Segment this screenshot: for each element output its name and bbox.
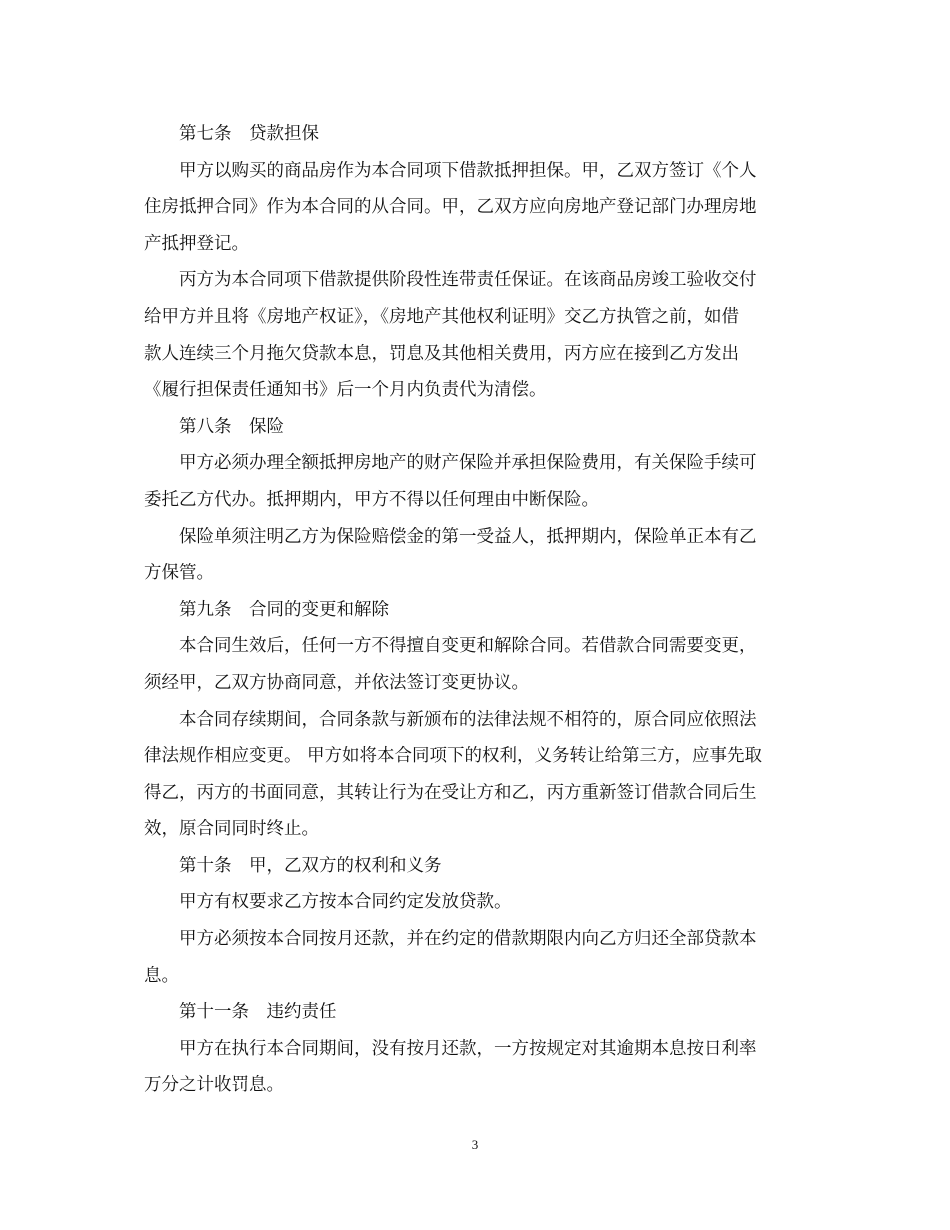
paragraph-line: 方保管。	[144, 563, 214, 584]
paragraph-line: 息。	[144, 965, 179, 986]
paragraph-line: 产抵押登记。	[144, 233, 249, 254]
page-number: 3	[471, 1137, 479, 1152]
paragraph-line: 得乙，丙方的书面同意，其转让行为在受让方和乙，丙方重新签订借款合同后生	[144, 782, 757, 803]
paragraph-line: 甲方以购买的商品房作为本合同项下借款抵押担保。甲，乙双方签订《个人	[179, 160, 757, 181]
paragraph-line: 《履行担保责任通知书》后一个月内负责代为清偿。	[144, 380, 547, 401]
paragraph-line: 甲方有权要求乙方按本合同约定发放贷款。	[179, 892, 512, 913]
paragraph-line: 委托乙方代办。抵押期内，甲方不得以任何理由中断保险。	[144, 489, 599, 510]
paragraph-line: 须经甲，乙双方协商同意，并依法签订变更协议。	[144, 672, 529, 693]
heading-article-7: 第七条 贷款担保	[179, 124, 319, 144]
paragraph-line: 保险单须注明乙方为保险赔偿金的第一受益人，抵押期内，保险单正本有乙	[179, 526, 757, 547]
heading-article-11: 第十一条 违约责任	[179, 1002, 337, 1023]
paragraph-line: 本合同存续期间，合同条款与新颁布的法律法规不相符的，原合同应依照法	[179, 709, 757, 730]
heading-article-9: 第九条 合同的变更和解除	[179, 599, 389, 620]
heading-article-10: 第十条 甲，乙双方的权利和义务	[179, 855, 442, 876]
heading-article-8: 第八条 保险	[179, 416, 284, 437]
paragraph-line: 给甲方并且将《房地产权证》，《房地产其他权利证明》交乙方执管之前，如借	[144, 306, 739, 327]
paragraph-line: 甲方必须按本合同按月还款，并在约定的借款期限内向乙方归还全部贷款本	[179, 929, 757, 950]
paragraph-line: 甲方在执行本合同期间，没有按月还款，一方按规定对其逾期本息按日利率	[179, 1038, 757, 1059]
document-body	[144, 116, 808, 1104]
paragraph-line: 丙方为本合同项下借款提供阶段性连带责任保证。在该商品房竣工验收交付	[179, 270, 757, 291]
paragraph-line: 效，原合同同时终止。	[144, 819, 319, 840]
paragraph-line: 万分之计收罚息。	[144, 1075, 284, 1096]
paragraph-line: 本合同生效后，任何一方不得擅自变更和解除合同。若借款合同需要变更，	[179, 636, 757, 657]
paragraph-line: 住房抵押合同》作为本合同的从合同。甲，乙双方应向房地产登记部门办理房地	[144, 197, 757, 218]
paragraph-line: 律法规作相应变更。 甲方如将本合同项下的权利，义务转让给第三方，应事先取	[144, 746, 763, 767]
paragraph-line: 甲方必须办理全额抵押房地产的财产保险并承担保险费用，有关保险手续可	[179, 453, 757, 474]
paragraph-line: 款人连续三个月拖欠贷款本息，罚息及其他相关费用，丙方应在接到乙方发出	[144, 343, 739, 364]
